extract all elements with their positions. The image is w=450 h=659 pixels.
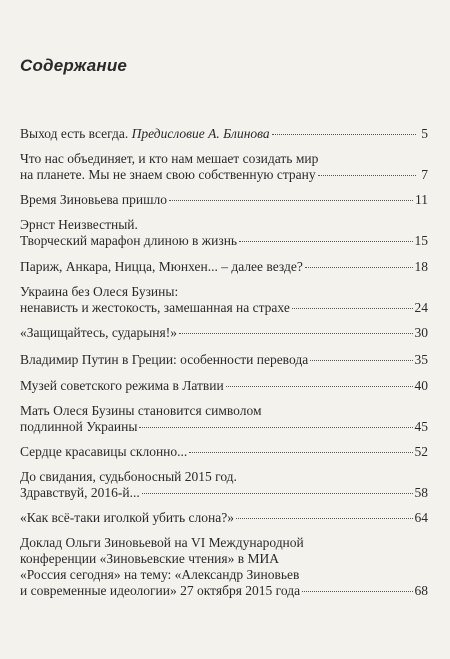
toc-entry (20, 284, 428, 316)
page-number: 40 (414, 378, 428, 393)
toc-entry (20, 192, 428, 208)
toc-entry (20, 325, 428, 341)
toc-entry (20, 151, 428, 183)
dot-leader (142, 493, 413, 494)
page-number: 7 (421, 167, 428, 182)
entry-title: и современные идеологии» 27 октября 2015 года (20, 583, 301, 598)
page-number: 68 (414, 583, 428, 598)
dot-leader (292, 308, 413, 309)
entry-title: «Как всё-таки иголкой убить слона?» (20, 510, 234, 525)
entry-title: ненависть и жестокость, замешанная на страхе (20, 300, 290, 315)
entry-title: Здравствуй, 2016-й... (20, 485, 140, 500)
toc-entry (20, 378, 428, 394)
entry-title: Украина без Олеся Бузины: (20, 284, 179, 299)
dot-leader (189, 452, 412, 453)
toc-entry (20, 126, 428, 142)
table-of-contents (20, 126, 428, 599)
page-number: 5 (421, 126, 428, 141)
entry-title: Владимир Путин в Греции: особенности перевода (20, 352, 309, 367)
dot-leader (169, 200, 413, 201)
page-number: 18 (414, 259, 428, 274)
page-number: 11 (415, 192, 428, 207)
entry-title: Сердце красавицы склонно... (20, 444, 188, 459)
page-number: 35 (414, 352, 428, 367)
dot-leader (226, 386, 413, 387)
toc-entry (20, 510, 428, 526)
contents-heading: Содержание (20, 56, 128, 75)
toc-entry (20, 259, 428, 275)
toc-entry (20, 403, 428, 435)
entry-title: «Россия сегодня» на тему: «Александр Зиновьев (20, 567, 300, 582)
dot-leader (139, 427, 412, 428)
page-number: 24 (414, 300, 428, 315)
toc-entry (20, 469, 428, 501)
entry-title: До свидания, судьбоносный 2015 год. (20, 469, 237, 484)
page-number: 64 (414, 510, 428, 525)
entry-title: Выход есть всегда. (20, 126, 129, 141)
dot-leader (302, 591, 412, 592)
dot-leader (239, 241, 412, 242)
entry-title: конференции «Зиновьевские чтения» в МИА (20, 551, 279, 566)
dot-leader (305, 267, 413, 268)
entry-title: на планете. Мы не знаем свою собственную страну (20, 167, 316, 182)
entry-title: Что нас объединяет, и кто нам мешает созидать мир (20, 151, 319, 166)
entry-subtitle: Предисловие А. Блинова (131, 126, 270, 141)
entry-title: Париж, Анкара, Ницца, Мюнхен... – далее везде? (20, 259, 303, 274)
dot-leader (310, 360, 412, 361)
dot-leader (236, 518, 413, 519)
dot-leader (179, 333, 413, 334)
entry-title: Эрнст Неизвестный. (20, 217, 138, 232)
entry-title: подлинной Украины (20, 419, 138, 434)
toc-entry (20, 217, 428, 249)
entry-title: Доклад Ольги Зиновьевой на VI Международной (20, 535, 304, 550)
entry-title: Творческий марафон длиною в жизнь (20, 233, 238, 248)
entry-title: Мать Олеся Бузины становится символом (20, 403, 262, 418)
dot-leader (272, 134, 416, 135)
toc-entry (20, 535, 428, 599)
dot-leader (318, 175, 416, 176)
page-number: 15 (414, 233, 428, 248)
page-number: 58 (414, 485, 428, 500)
entry-title: «Защищайтесь, сударыня!» (20, 325, 177, 340)
toc-entry (20, 444, 428, 460)
page-number: 45 (414, 419, 428, 434)
page-number: 52 (414, 444, 428, 459)
entry-title: Музей советского режима в Латвии (20, 378, 224, 393)
toc-entry (20, 352, 428, 368)
entry-title: Время Зиновьева пришло (20, 192, 168, 207)
page-number: 30 (414, 325, 428, 340)
